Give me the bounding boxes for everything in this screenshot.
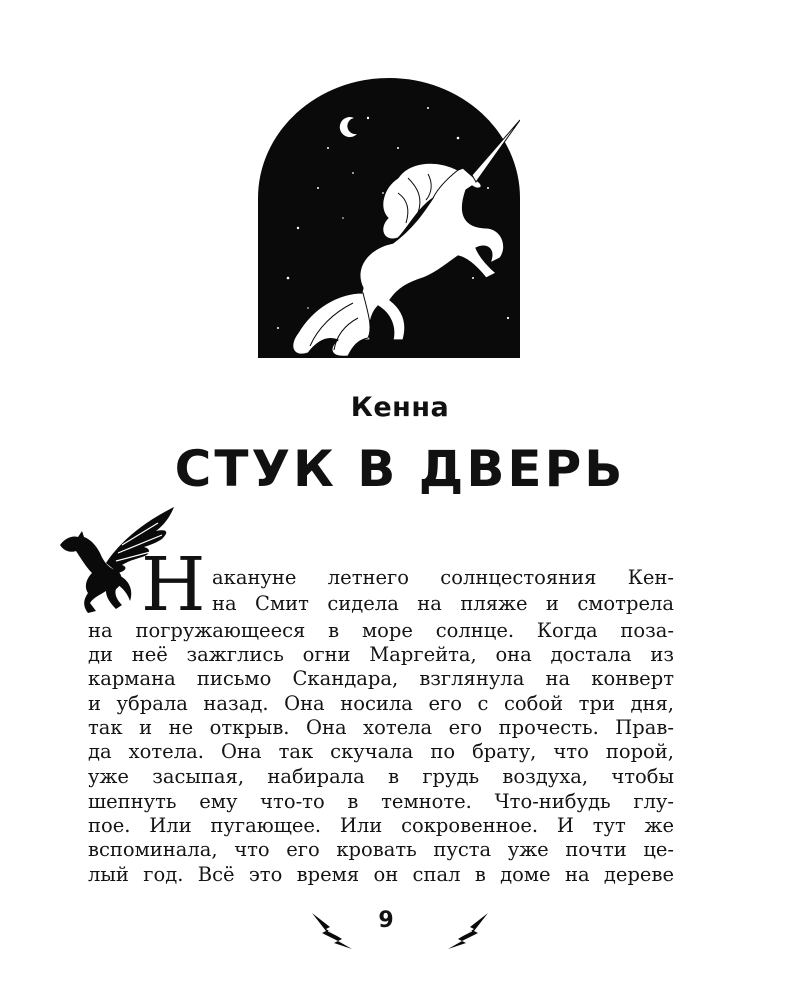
text-line: и убрала назад. Она носила его с собой три дня, [88,692,674,715]
chapter-character: Кенна [350,392,450,423]
text-line: шепнуть ему что-то в темноте. Что-нибудь глу- [88,790,674,813]
text-line: ди неё зажглись огни Маргейта, она достала из [88,643,674,666]
text-line: акануне летнего солнцестояния Кен- [212,566,674,589]
footer-ornament [300,905,500,955]
text-line: да хотела. Она так скучала по брату, что порой, [88,740,674,763]
lightning-bolt-icon [312,913,352,949]
text-line: кармана письмо Скандара, взглянула на конверт [88,667,674,690]
text-line: лый год. Всё это время он спал в доме на дереве [88,863,674,886]
text-line: на Смит сидела на пляже и смотрела [212,592,674,615]
text-line: уже засыпая, набирала в грудь воздуха, чтобы [88,765,674,788]
lightning-bolt-icon [448,913,488,949]
text-line: вспоминала, что его кровать пуста уже почти це- [88,838,674,861]
text-line: так и не открыв. Она хотела его прочесть. Прав- [88,716,674,739]
text-line: пое. Или пугающее. Или сокровенное. И тут же [88,814,674,837]
chapter-title: СТУК В ДВЕРЬ [174,440,626,498]
drop-cap-letter: Н [141,542,206,628]
text-line: на погружающееся в море солнце. Когда поза- [88,619,674,642]
page-number: 9 [378,908,394,933]
